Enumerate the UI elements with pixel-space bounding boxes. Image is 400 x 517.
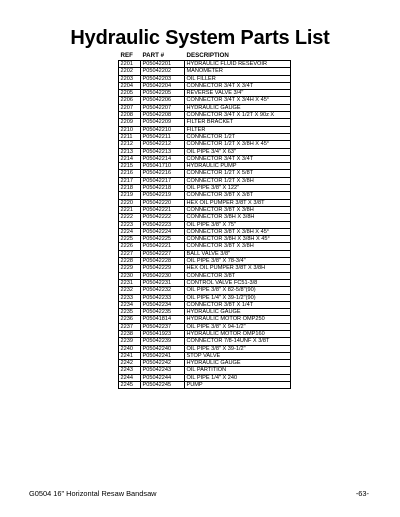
- cell-ref: 2243: [119, 367, 141, 374]
- table-row: [119, 323, 291, 330]
- cell-description: OIL PIPE 3/8" X 39-1/2": [185, 345, 291, 352]
- cell-description: HYDRAULIC MOTOR OMP250: [185, 316, 291, 323]
- table-row: [119, 141, 291, 148]
- cell-ref: 2218: [119, 185, 141, 192]
- cell-ref: 2203: [119, 75, 141, 82]
- cell-part-number: P05042242: [141, 360, 185, 367]
- cell-ref: 2214: [119, 155, 141, 162]
- cell-description: OIL PIPE 3/8" X 78-3/4": [185, 258, 291, 265]
- cell-part-number: P05042207: [141, 104, 185, 111]
- cell-description: HYDRAULIC PUMP: [185, 163, 291, 170]
- cell-description: FILTER: [185, 126, 291, 133]
- cell-ref: 2221: [119, 206, 141, 213]
- cell-ref: 2204: [119, 82, 141, 89]
- cell-part-number: P05042211: [141, 133, 185, 140]
- table-row: [119, 104, 291, 111]
- cell-description: PUMP: [185, 382, 291, 389]
- cell-part-number: P05042240: [141, 345, 185, 352]
- cell-part-number: P05042229: [141, 265, 185, 272]
- cell-part-number: P05041814: [141, 316, 185, 323]
- cell-ref: 2241: [119, 352, 141, 359]
- cell-part-number: P05042210: [141, 126, 185, 133]
- cell-ref: 2244: [119, 374, 141, 381]
- cell-ref: 2231: [119, 279, 141, 286]
- cell-part-number: P05042227: [141, 250, 185, 257]
- cell-part-number: P05042221: [141, 206, 185, 213]
- cell-description: CONNECTOR 3/8T X 3/8T: [185, 192, 291, 199]
- cell-part-number: P05042220: [141, 199, 185, 206]
- cell-description: OIL PIPE 3/8" X 82-5/8"(90): [185, 287, 291, 294]
- cell-ref: 2228: [119, 258, 141, 265]
- cell-description: STOP VALVE: [185, 352, 291, 359]
- cell-ref: 2208: [119, 112, 141, 119]
- cell-ref: 2226: [119, 243, 141, 250]
- cell-description: CONNECTOR 3/8H X 3/8H: [185, 214, 291, 221]
- table-row: [119, 345, 291, 352]
- cell-part-number: P05042237: [141, 323, 185, 330]
- table-row: [119, 75, 291, 82]
- table-row: [119, 294, 291, 301]
- cell-description: HYDRAULIC GAUGE: [185, 360, 291, 367]
- table-row: [119, 228, 291, 235]
- cell-description: CONNECTOR 3/4T X 1/2T X 90z X: [185, 112, 291, 119]
- cell-description: CONNECTOR 3/8T X 1/4T: [185, 301, 291, 308]
- cell-description: HYDRAULIC GAUGE: [185, 104, 291, 111]
- footer-manual-title: G0504 16" Horizontal Resaw Bandsaw: [29, 489, 157, 498]
- cell-ref: 2230: [119, 272, 141, 279]
- parts-table-body: [119, 61, 291, 389]
- cell-part-number: P05042218: [141, 185, 185, 192]
- table-row: [119, 330, 291, 337]
- column-header-part: PART #: [142, 51, 165, 59]
- cell-part-number: P05042244: [141, 374, 185, 381]
- cell-description: OIL PIPE 1/4" X 240: [185, 374, 291, 381]
- cell-ref: 2205: [119, 90, 141, 97]
- cell-description: CONNECTOR 1/2T X 3/8H X 45°: [185, 141, 291, 148]
- cell-description: OIL PIPE 1/4" X 39-1/2"(90): [185, 294, 291, 301]
- cell-part-number: P05042206: [141, 97, 185, 104]
- cell-description: CONNECTOR 3/4T X 3/4T: [185, 82, 291, 89]
- table-row: [119, 192, 291, 199]
- cell-description: OIL PIPE 3/8" X 122": [185, 185, 291, 192]
- table-row: [119, 61, 291, 68]
- table-row: [119, 258, 291, 265]
- cell-description: BALL VALVE 3/8": [185, 250, 291, 257]
- cell-ref: 2240: [119, 345, 141, 352]
- cell-part-number: P05042241: [141, 352, 185, 359]
- cell-description: CONNECTOR 1/2T X 5/8T: [185, 170, 291, 177]
- cell-description: CONNECTOR 7/8-14UNF X 3/8T: [185, 338, 291, 345]
- cell-ref: 2201: [119, 61, 141, 68]
- cell-part-number: P05042231: [141, 279, 185, 286]
- cell-description: CONNECTOR 1/2T: [185, 133, 291, 140]
- cell-part-number: P05042243: [141, 367, 185, 374]
- table-row: [119, 367, 291, 374]
- table-row: [119, 214, 291, 221]
- cell-description: OIL PIPE 3/4" X 63": [185, 148, 291, 155]
- cell-part-number: P05042209: [141, 119, 185, 126]
- parts-table: [118, 51, 291, 389]
- cell-description: OIL PIPE 3/8" X 94-1/2": [185, 323, 291, 330]
- cell-ref: 2215: [119, 163, 141, 170]
- cell-part-number: P05042208: [141, 112, 185, 119]
- cell-ref: 2236: [119, 316, 141, 323]
- table-row: [119, 382, 291, 389]
- cell-description: OIL PIPE 3/8" X 75": [185, 221, 291, 228]
- cell-ref: 2245: [119, 382, 141, 389]
- page-title: Hydraulic System Parts List: [70, 27, 330, 49]
- cell-description: CONTROL VALVE FC51-3/8: [185, 279, 291, 286]
- cell-description: HYDRAULIC FLUID RESEVOIR: [185, 61, 291, 68]
- table-row: [119, 287, 291, 294]
- cell-ref: 2233: [119, 294, 141, 301]
- cell-ref: 2222: [119, 214, 141, 221]
- cell-ref: 2223: [119, 221, 141, 228]
- table-row: [119, 279, 291, 286]
- table-row: [119, 126, 291, 133]
- cell-ref: 2227: [119, 250, 141, 257]
- table-row: [119, 250, 291, 257]
- cell-ref: 2234: [119, 301, 141, 308]
- cell-ref: 2242: [119, 360, 141, 367]
- cell-part-number: P05042214: [141, 155, 185, 162]
- footer-page-number: -63-: [355, 489, 369, 498]
- table-row: [119, 352, 291, 359]
- cell-part-number: P05042219: [141, 192, 185, 199]
- cell-part-number: P05041710: [141, 163, 185, 170]
- cell-part-number: P05042221: [141, 243, 185, 250]
- cell-ref: 2219: [119, 192, 141, 199]
- cell-part-number: P05042203: [141, 75, 185, 82]
- table-row: [119, 243, 291, 250]
- cell-part-number: P05042222: [141, 214, 185, 221]
- table-row: [119, 185, 291, 192]
- table-row: [119, 97, 291, 104]
- table-row: [119, 112, 291, 119]
- table-row: [119, 163, 291, 170]
- cell-description: FILTER BRACKET: [185, 119, 291, 126]
- cell-part-number: P05042233: [141, 294, 185, 301]
- cell-description: HYDRAULIC GAUGE: [185, 309, 291, 316]
- cell-ref: 2235: [119, 309, 141, 316]
- table-row: [119, 309, 291, 316]
- cell-description: HEX OIL PUMPER 3/8T X 3/8T: [185, 199, 291, 206]
- cell-ref: 2237: [119, 323, 141, 330]
- cell-ref: 2216: [119, 170, 141, 177]
- table-row: [119, 170, 291, 177]
- table-row: [119, 316, 291, 323]
- cell-part-number: P05042235: [141, 309, 185, 316]
- table-header-row: [119, 51, 291, 61]
- cell-part-number: P05042232: [141, 287, 185, 294]
- table-row: [119, 236, 291, 243]
- table-row: [119, 338, 291, 345]
- cell-description: MANOMETER: [185, 68, 291, 75]
- cell-ref: 2232: [119, 287, 141, 294]
- cell-part-number: P05041923: [141, 330, 185, 337]
- cell-part-number: P05042204: [141, 82, 185, 89]
- cell-description: CONNECTOR 3/8T X 3/8H X 45°: [185, 228, 291, 235]
- cell-part-number: P05042216: [141, 170, 185, 177]
- table-row: [119, 272, 291, 279]
- table-row: [119, 199, 291, 206]
- cell-ref: 2211: [119, 133, 141, 140]
- table-row: [119, 177, 291, 184]
- cell-part-number: P05042202: [141, 68, 185, 75]
- cell-ref: 2202: [119, 68, 141, 75]
- table-row: [119, 265, 291, 272]
- cell-part-number: P05042225: [141, 236, 185, 243]
- cell-description: CONNECTOR 3/4T X 3/4T: [185, 155, 291, 162]
- cell-ref: 2210: [119, 126, 141, 133]
- cell-part-number: P05042213: [141, 148, 185, 155]
- cell-ref: 2229: [119, 265, 141, 272]
- table-row: [119, 119, 291, 126]
- cell-ref: 2217: [119, 177, 141, 184]
- cell-description: CONNECTOR 3/8T X 3/8H: [185, 243, 291, 250]
- cell-ref: 2238: [119, 330, 141, 337]
- table-row: [119, 68, 291, 75]
- cell-description: REVERSE VALVE 3/4": [185, 90, 291, 97]
- cell-description: CONNECTOR 3/8H X 3/8H X 45°: [185, 236, 291, 243]
- table-row: [119, 206, 291, 213]
- cell-description: CONNECTOR 3/8T X 3/8H: [185, 206, 291, 213]
- cell-part-number: P05042205: [141, 90, 185, 97]
- cell-ref: 2209: [119, 119, 141, 126]
- table-row: [119, 221, 291, 228]
- cell-ref: 2225: [119, 236, 141, 243]
- cell-ref: 2220: [119, 199, 141, 206]
- cell-description: HYDRAULIC MOTOR OMP160: [185, 330, 291, 337]
- table-row: [119, 133, 291, 140]
- cell-ref: 2212: [119, 141, 141, 148]
- cell-description: OIL PARTITION: [185, 367, 291, 374]
- table-row: [119, 301, 291, 308]
- cell-part-number: P05042234: [141, 301, 185, 308]
- cell-ref: 2213: [119, 148, 141, 155]
- cell-part-number: P05042239: [141, 338, 185, 345]
- cell-part-number: P05042212: [141, 141, 185, 148]
- table-row: [119, 148, 291, 155]
- cell-description: CONNECTOR 1/2T X 3/8H: [185, 177, 291, 184]
- cell-part-number: P05042228: [141, 258, 185, 265]
- cell-ref: 2207: [119, 104, 141, 111]
- cell-description: OIL FILLER: [185, 75, 291, 82]
- table-row: [119, 360, 291, 367]
- table-row: [119, 82, 291, 89]
- table-row: [119, 155, 291, 162]
- column-header-description: DESCRIPTION: [186, 51, 229, 59]
- cell-part-number: P05042217: [141, 177, 185, 184]
- column-header-ref: REF: [120, 51, 133, 59]
- cell-description: CONNECTOR 3/4T X 3/4H X 45°: [185, 97, 291, 104]
- cell-ref: 2224: [119, 228, 141, 235]
- cell-part-number: P05042223: [141, 221, 185, 228]
- cell-part-number: P05042224: [141, 228, 185, 235]
- cell-description: CONNECTOR 3/8T: [185, 272, 291, 279]
- cell-part-number: P05042245: [141, 382, 185, 389]
- cell-ref: 2206: [119, 97, 141, 104]
- table-row: [119, 90, 291, 97]
- cell-part-number: P05042201: [141, 61, 185, 68]
- cell-description: HEX OIL PUMPER 3/8T X 3/8H: [185, 265, 291, 272]
- table-row: [119, 374, 291, 381]
- cell-part-number: P05042230: [141, 272, 185, 279]
- cell-ref: 2239: [119, 338, 141, 345]
